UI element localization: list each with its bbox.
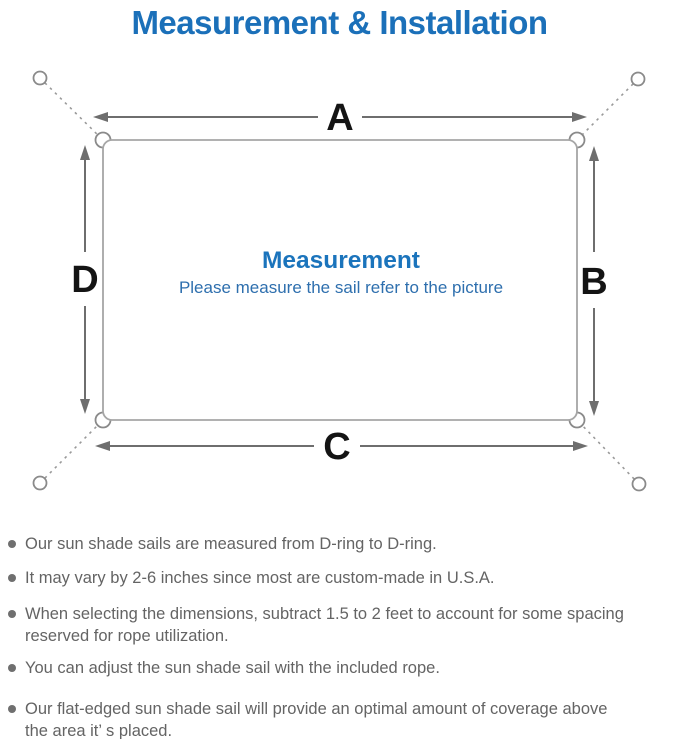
dimension-label-b: B <box>580 261 608 303</box>
note-line: When selecting the dimensions, subtract 1.5 to 2 feet to account for some spacing <box>25 605 624 623</box>
arrow-right-icon <box>572 112 587 122</box>
notes-list <box>0 533 679 739</box>
arrow-down-icon <box>80 399 90 414</box>
note-text <box>25 567 495 589</box>
rope-dashed-line-top-left <box>40 78 103 140</box>
list-item <box>0 698 679 739</box>
note-line: the area it’ s placed. <box>25 722 173 739</box>
note-line: Our sun shade sails are measured from D-ring to D-ring. <box>25 535 437 553</box>
page-title: Measurement & Installation <box>131 4 548 41</box>
note-line: Our flat-edged sun shade sail will provide an optimal amount of coverage above <box>25 700 608 718</box>
bullet-icon <box>8 540 16 548</box>
list-item <box>0 533 679 555</box>
note-text <box>25 698 607 739</box>
list-item <box>0 657 679 679</box>
list-item <box>0 603 679 647</box>
list-item <box>0 567 679 589</box>
arrow-left-icon <box>93 112 108 122</box>
arrow-up-icon <box>80 145 90 160</box>
bullet-icon <box>8 574 16 582</box>
anchor-ring-icon-bottom-right <box>633 478 646 491</box>
dimension-label-a: A <box>326 97 354 139</box>
center-heading: Measurement <box>262 247 420 274</box>
note-line: It may vary by 2-6 inches since most are custom-made in U.S.A. <box>25 569 495 587</box>
note-text <box>25 603 624 647</box>
rope-dashed-line-bottom-right <box>577 420 639 484</box>
note-line: You can adjust the sun shade sail with the included rope. <box>25 659 440 677</box>
dimension-label-d: D <box>71 259 99 301</box>
arrow-left-icon <box>95 441 110 451</box>
note-text <box>25 657 440 679</box>
bullet-icon <box>8 705 16 713</box>
bullet-icon <box>8 664 16 672</box>
center-subheading: Please measure the sail refer to the picture <box>178 278 504 297</box>
anchor-ring-icon-top-left <box>34 72 47 85</box>
note-line: reserved for rope utilization. <box>25 627 229 645</box>
dimension-label-c: C <box>323 426 351 468</box>
arrow-down-icon <box>589 401 599 416</box>
rope-dashed-line-bottom-left <box>40 420 103 483</box>
note-text <box>25 533 437 555</box>
arrow-right-icon <box>573 441 588 451</box>
rope-dashed-line-top-right <box>577 79 638 140</box>
arrow-up-icon <box>589 146 599 161</box>
bullet-icon <box>8 610 16 618</box>
anchor-ring-icon-top-right <box>632 73 645 86</box>
anchor-ring-icon-bottom-left <box>34 477 47 490</box>
